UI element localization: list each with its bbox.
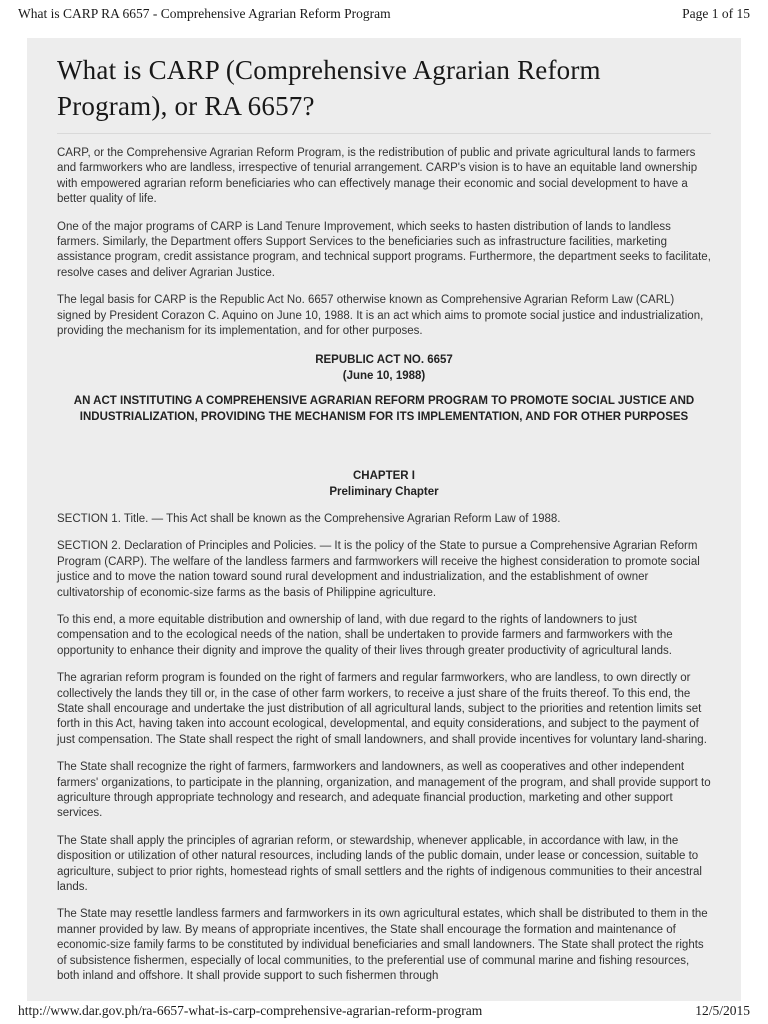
intro-paragraph: CARP, or the Comprehensive Agrarian Reform Program, is the redistribution of public and private agricultural lands to farmers and farmworkers who are landless, irrespective of tenurial arrangement. CARP's vision is to have an equitable land ownership with empowered agrarian reform beneficiaries who can effectively manage their economic and social development to have a better quality of life.	[57, 147, 698, 206]
chapter-heading-block	[57, 469, 711, 500]
act-date-heading: (June 10, 1988)	[342, 369, 426, 382]
chapter-number-heading: CHAPTER I	[353, 470, 415, 483]
intro-paragraph: The legal basis for CARP is the Republic Act No. 6657 otherwise known as Comprehensive Agrarian Reform Law (CARL) signed by President Corazon C. Aquino on June 10, 1988. It is an act which aims to promote social justice and industrialization, providing the mechanism for its implementation, and for other purposes.	[57, 294, 704, 338]
act-title-heading: AN ACT INSTITUTING A COMPREHENSIVE AGRARIAN REFORM PROGRAM TO PROMOTE SOCIAL JUSTICE AND INDUSTRIALIZATION, PROVIDING THE MECHANISM FOR ITS IMPLEMENTATION, AND FOR OTHER PURPOSES	[73, 395, 695, 423]
page-title: What is CARP (Comprehensive Agrarian Reform Program), or RA 6657?	[57, 55, 601, 121]
act-number-heading: REPUBLIC ACT NO. 6657	[315, 354, 453, 367]
section-paragraph: SECTION 1. Title. — This Act shall be known as the Comprehensive Agrarian Reform Law of 1988.	[57, 512, 561, 525]
footer-date: 12/5/2015	[695, 1003, 750, 1018]
document-body	[57, 146, 711, 984]
title-divider	[57, 133, 711, 134]
chapter-name-heading: Preliminary Chapter	[329, 485, 439, 498]
section-paragraph: The State shall recognize the right of farmers, farmworkers and landowners, as well as cooperatives and other independent farmers' organizations, to participate in the planning, organization, and management of the program, and shall provide support to agriculture through appropriate technology and research, and adequate financial production, marketing and other support services.	[57, 761, 711, 820]
section-paragraph: The State shall apply the principles of agrarian reform, or stewardship, whenever applicable, in accordance with law, in the disposition or utilization of other natural resources, including lands of the public domain, under lease or concession, suitable to agriculture, subject to prior rights, homestead rights of small settlers and the rights of indigenous communities to their ancestral lands.	[57, 834, 702, 894]
section-paragraph: The agrarian reform program is founded on the right of farmers and regular farmworkers, who are landless, to own directly or collectively the lands they till or, in the case of other farm workers, to receive a just share of the fruits thereof. To this end, the State shall encourage and undertake the just distribution of all agricultural lands, subject to the priorities and retention limits set forth in this Act, having taken into account ecological, developmental, and equity considerations, and subject to the payment of just compensation. The State shall respect the right of small landowners, and shall provide incentives for voluntary land-sharing.	[57, 672, 707, 746]
intro-paragraph: One of the major programs of CARP is Land Tenure Improvement, which seeks to hasten distribution of lands to landless farmers. Similarly, the Department offers Support Services to the beneficiaries such as infrastructure facilities, marketing assistance program, credit assistance program, and technical support programs. Furthermore, the department seeks to facilitate, resolve cases and deliver Agrarian Justice.	[57, 220, 711, 279]
footer-url: http://www.dar.gov.ph/ra-6657-what-is-carp-comprehensive-agrarian-reform-program	[18, 1003, 483, 1018]
print-footer	[18, 1003, 750, 1019]
section-paragraph: SECTION 2. Declaration of Principles and Policies. — It is the policy of the State to pursue a Comprehensive Agrarian Reform Program (CARP). The welfare of the landless farmers and farmworkers will receive the highest consideration to promote social justice and to move the nation toward sound rural development and industrialization, and the establishment of owner cultivatorship of economic-size farms as the basis of Philippine agriculture.	[57, 540, 700, 599]
page-indicator: Page 1 of 15	[682, 6, 750, 21]
print-header-title: What is CARP RA 6657 - Comprehensive Agrarian Reform Program	[18, 6, 391, 21]
section-paragraph: The State may resettle landless farmers and farmworkers in its own agricultural estates, which shall be distributed to them in the manner provided by law. By means of appropriate incentives, the State shall encourage the formation and maintenance of economic-size family farms to be constituted by individual beneficiaries and small landowners. The State shall protect the rights of subsistence fishermen, especially of local communities, to the preferential use of communal marine and fishing resources, both inland and offshore. It shall provide support to such fishermen through	[57, 908, 708, 983]
print-header	[18, 6, 750, 22]
document-panel	[27, 38, 741, 1001]
act-heading-block	[57, 353, 711, 384]
section-paragraph: To this end, a more equitable distribution and ownership of land, with due regard to the rights of landowners to just compensation and to the ecological needs of the nation, shall be undertaken to provide farmers and farmworkers with the opportunity to enhance their dignity and improve the quality of their lives through greater productivity of agricultural lands.	[57, 613, 673, 657]
